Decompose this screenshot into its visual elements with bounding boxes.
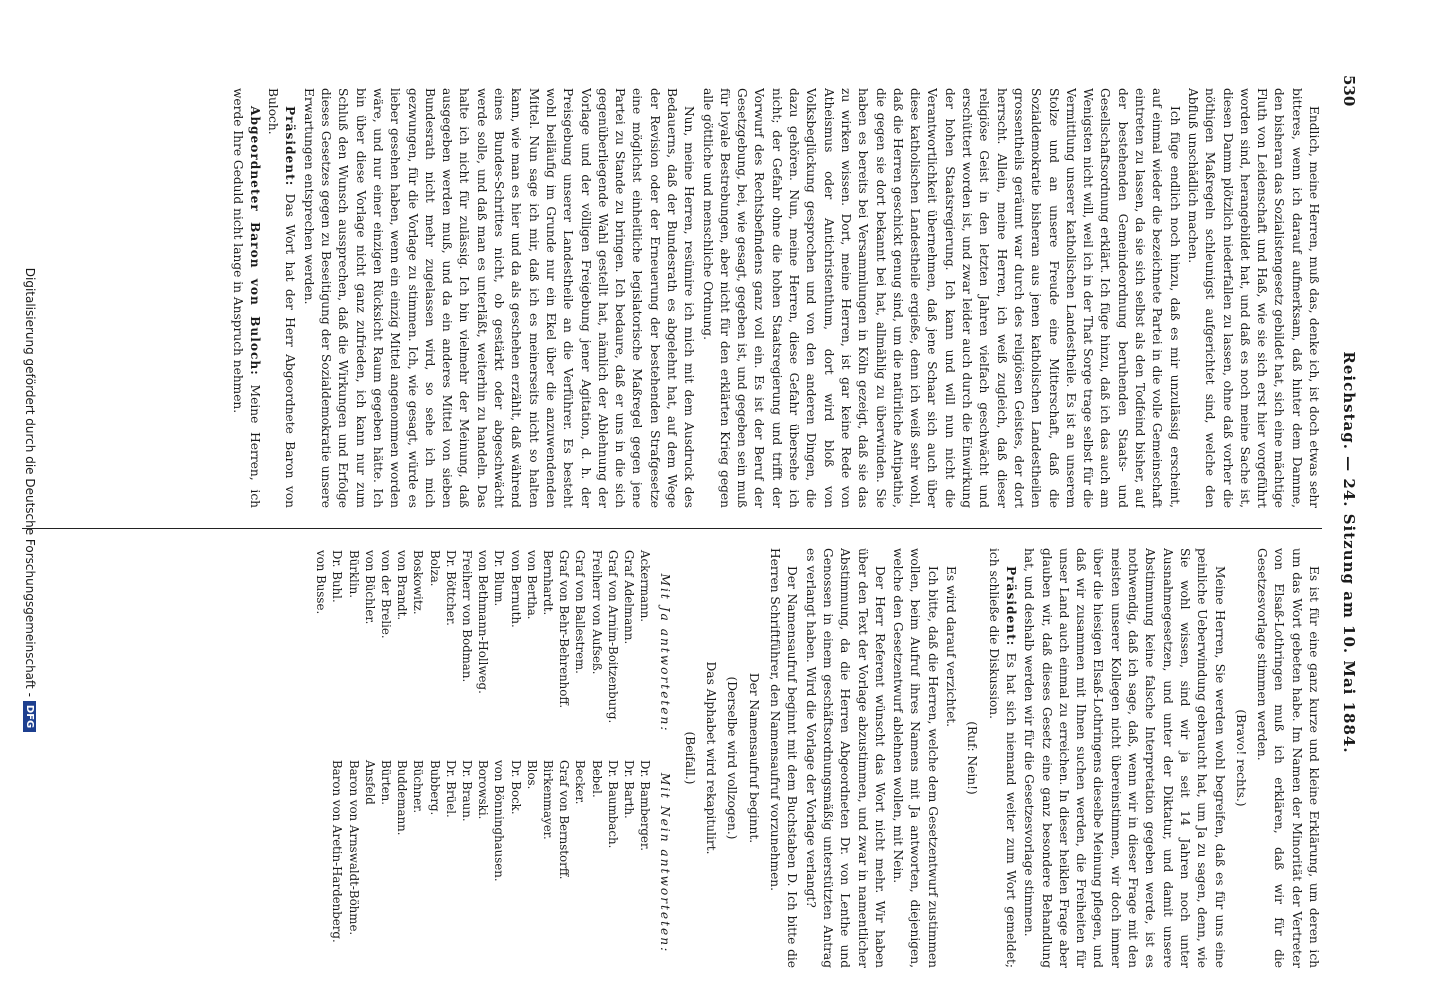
stage-note: (Ruf: Nein!) [965,721,980,795]
speaker-statement [228,88,263,508]
no-voter-name: Bebel. [589,760,604,798]
paragraph: Meine Herren, Sie werden wohl begreifen, daß es für uns eine peinliche Ueberwindung gebraucht hat, um Ja zu sagen, denn, wie Sie wohl wissen, sind wir ja seit 14 Jahren noch unter Ausnahmegesetzen, und unter der Diktatur, und damit unsere Abstimmung keine falsche Interpretation gegeben werde, ist es nothwendig, daß ich sage, daß, wenn wir in dieser Frage mit den meisten unserer Kollegen nicht übereinstimmen, wir doch immer über die hiesigen Elsaß-Lothringens dieselbe Meinung pflegen, und daß wir zusammen mit Ihnen suchen werden, die Freiheiten für unser Land auch einmal zu erreichen. In dieser heiklen Frage aber glauben wir, daß dieses Gesetz eine ganz besondere Behandlung hat, und deshalb werden wir für die Gesetzesvorlage stimmen. [1022,548,1227,968]
no-voter-name: Baron von Aretin-Hardenberg. [330,760,345,943]
yes-voter-name: Bürklin. [346,550,361,598]
president-label: Präsident: [283,106,298,187]
no-voter-name: Bürten. [379,760,394,805]
yes-voter-name: Freiherr von Aufseß. [589,550,604,675]
no-voter-name: Büchner. [411,760,426,814]
president-text: Das Wort hat der Herr Abgeordnete Baron von Buloch. [266,88,298,508]
stage-note: (Bravo! rechts.) [1233,709,1248,807]
president-statement [984,548,1019,968]
stage-note: (Beifall.) [682,731,697,785]
yes-voter-name: Bernhardt. [541,550,556,616]
yes-voter-name: von der Brelie. [379,550,394,639]
yes-voter-name: von Brandt. [395,550,410,621]
no-voter-name: Dr. Bamberger. [638,760,653,851]
left-column [22,88,1322,508]
roll-call-start: Der Namensaufruf beginnt. [746,672,761,844]
no-voter-name: Dr. Bock. [508,760,523,815]
page-number: 530 [1340,75,1358,107]
yes-voter-name: Bolza. [427,550,442,587]
no-voter-name: Ansfeld [362,760,377,805]
roll-call-repeat: Das Alphabet wird rekapitulirt. [704,661,719,855]
speaker-label: Abgeordneter Baron von Buloch: [247,106,262,376]
right-column [22,548,1322,968]
yes-voter-name: Graf von Arnim-Boitzenburg. [605,550,620,724]
no-voter-name: Dr. Baumbach. [605,760,620,849]
paragraph: Nun, meine Herren, resümire ich mich mit dem Ausdruck des Bedauerns, daß der Bundesrath es abgelehnt hat, auf dem Wege der Revision oder der Erneuerung der bestehenden Strafgesetze eine möglichst einheitliche legislatorische Maßregel gegen jene Partei zu Stande zu bringen. Ich bedaure, daß er uns in die sich gegenüberliegende Wahl gestellt hat, nämlich der Ablehnung der Vorlage und der völligen Freigebung jener Agitation, d. h. der Preisgebung unserer Landestheile an die Verführer. Es besteht wohl beiläufig im Grunde nur ein Ekel über die anzuwendenden Mittel. Nun sage ich mir, daß ich es meinerseits nicht so halten kann, wie man es hier und da als geschehen erzählt, daß während eines Bundes-Schrittes nicht, ob gestärkt oder abgeschwächt werde solle, und daß man es unterläßt, weiterhin zu handeln. Das halte ich nicht für zulässig. Ich bin vielmehr der Meinung, daß ausgegeben werden muß, und da ein anderes Mittel von sieben Bundesrath nicht mehr zugelassen wird, so sehe ich mich gezwungen, für die Vorlage zu stimmen. Ich, wie gesagt, würde es lieber gesehen haben, wenn ein einzig Mittel angenommen worden wäre, und nur einer einzigen Rücksicht Raum gegeben hätte. Ich bin über diese Vorlage nicht ganz zufrieden, ich kann nur zum Schluß den Wunsch aussprechen, daß die Wirkungen und Erfolge dieses Gesetzes gegen zu Beseitigung der Sozialdemokratie unsere Erwartungen entsprechen werden. [301,88,697,508]
footer-text: Digitalisierung gefördert durch die Deutsche Forschungsgemeinschaft - [23,267,37,697]
paragraph: Ich bitte, daß die Herren, welche dem Gesetzentwurf zustimmen wollen, beim Aufruf ihres Namens mit Ja antworten, diejenigen, welche den Gesetzentwurf ablehnen wollen, mit Nein. [891,548,940,968]
yes-voter-name: Ackermann. [638,550,653,623]
no-voter-name: von Bönninghausen. [492,760,507,882]
paragraph: Ich füge endlich noch hinzu, daß es mir unzulässig erscheint, auf einmal wieder die bezeichnete Partei in die volle Gemeinschaft eintreten zu lassen, da sie sich selbst als den Todfeind bisher, auf der bestehenden Gemeindeordnung beruhenden Staats- und Gesellschaftsordnung erklärt. Ich füge hinzu, daß ich das auch am Wenigsten nicht will, weil ich in der That Sorge trage selbst für die Vermittlung unserer katholischen Landestheile. Es ist an unserem Stolze und an unsere Freude eine Mitterschaft, daß die Sozialdemokratie bisheran aus jenen katholischen Landestheilen grossentheils geräumt war durch des religiösen Geistes, der dort herrscht. Allein, meine Herren, ich weiß zugleich, daß dieser religiöse Geist in den letzten Jahren vielfach geschwächt und erschüttert worden ist, und zwar leider auch durch die Einwirkung der hohen Staatsregierung. Ich kann und will nun nicht die Verantwortlichkeit übernehmen, daß jene Schaar sich auch über diese katholischen Landestheile ergieße, denn ich weiß sehr wohl, daß die Herren geschickt genug sind, um die natürliche Antipathie, die gegen sie dort bekannt bei hat, allmählig zu überwinden. Sie haben es bereits bei Versammlungen in Köln gezeigt, daß sie das zu wirken wissen. Dort, meine Herren, ist gar keine Rede von Atheismus oder Antichristenthum, dort wird bloß von Volksbeglückung gesprochen und von den anderen Dingen, die dazu gehören. Nun, meine Herren, diese Gefahr übersehe ich nicht; der Gefahr ohne die hohen Staatsregierung und trifft der Vorwurf des Rechtsbefindens ganz voll ein. Es ist der Beruf der Gesetzgebung, bei, wie gesagt, gegeben ist, und gegeben sein muß für loyale Bestrebungen, aber nicht für den erklärten Krieg gegen alle göttliche und menschliche Ordnung. [700,88,1182,508]
no-voter-name: Bubberg. [427,760,442,816]
page-title: Reichstag. — 24. Sitzung am 10. Mai 1884. [1340,351,1358,754]
paragraph: Der Namensaufruf beginnt mit dem Buchstaben D. Ich bitte die Herren Schriftführer, den Namensaufruf vorzunehmen. [768,548,800,968]
no-voter-name: Dr. Barth. [622,760,637,819]
stage-note: (Derselbe wird vollzogen.) [725,676,740,840]
yes-voter-name: von Büchler. [362,550,377,625]
paragraph: Es ist für eine ganz kurze und kleine Erklärung, um deren ich um das Wort gebeten habe. Im Namen der Minorität der Vertreter von Elsaß-Lothringen muß ich erklären, daß wir für die Gesetzesvorlage stimmen werden. [1255,548,1321,968]
no-voter-name: Borowski. [476,760,491,820]
page-header [1336,75,1362,970]
speaker-text: Meine Herren, ich werde Ihre Geduld nicht lange in Anspruch nehmen. [230,88,262,508]
no-voter-name: Birkenmayer. [541,760,556,840]
president-label: Präsident: [1003,566,1018,647]
yes-voter-name: Dr. Böttcher. [443,550,458,626]
text-columns [22,88,1322,968]
yes-voter-name: Boskowitz. [411,550,426,615]
president-text: Es hat sich niemand weiter zum Wort gemeldet; ich schließe die Diskussion. [986,548,1018,968]
yes-voter-name: Freiherr von Bodman. [460,550,475,683]
vote-lists [313,548,655,968]
yes-heading: Mit Ja antworteten: [657,573,672,733]
vote-headings [655,548,672,968]
no-voter-name: Dr. Braun. [460,760,475,822]
yes-voter-name: von Bethmann-Hollweg. [476,550,491,694]
column-divider [22,528,1322,529]
no-voter-name: Buddemann. [395,760,410,836]
no-voter-name: Becker. [573,760,588,805]
yes-voter-name: Dr. Blum. [492,550,507,607]
yes-voter-name: Graf Adelmann. [622,550,637,645]
yes-vote-list [313,548,653,758]
dfg-logo: DFG [24,701,37,732]
no-voter-name: Graf von Bernstorff. [557,760,572,880]
paragraph: Endlich, meine Herren, muß das, denke ich, ist doch etwas sehr bitteres, wenn ich darauf aufmerksam, daß hinter dem Damme, den bisheran das Sozialistengesetz gebildet hat, sich eine mächtige Fluth von Leidenschaft und Haß, wie sie sich erst hier vorgeführt worden sind, herangebildet hat, und daß es noch meine Sache ist, diesen Damm plötzlich niederfallen zu lassen, ohne daß vorher die nöthigen Maßregeln schleunigst aufgerichtet sind, welche den Abfluß unschädlich machen. [1185,88,1321,508]
yes-voter-name: von Bernuth. [508,550,523,628]
yes-voter-name: Dr. Buhl. [330,550,345,603]
no-vote-list [313,758,653,968]
president-statement [264,88,299,508]
paragraph: Es wird darauf verzichtet. [944,566,959,728]
yes-voter-name: Graf von Ballestrem. [573,550,588,674]
footer [23,0,37,1000]
no-voter-name: Baron von Arnswaldt-Böhme. [346,760,361,936]
paragraph: Der Herr Referent wünscht das Wort nicht mehr. Wir haben über den Text der Vorlage abzustimmen, und zwar in namentlicher Abstimmung, da die Herren Abgeordneten Dr. von Lenthe und Genossen in einem geschäftsordnungsmäßig unterstützten Antrag es verlangt haben. Wird die Vorlage der Vorlage verlangt? [803,548,887,968]
yes-voter-name: von Bertha. [524,550,539,620]
yes-voter-name: von Busse. [314,550,329,615]
yes-voter-name: Graf von Behr-Behrenhoff. [557,550,572,709]
no-heading: Mit Nein antworteten: [657,772,672,954]
no-voter-name: Blos. [524,760,539,790]
no-voter-name: Dr. Brüel. [443,760,458,818]
